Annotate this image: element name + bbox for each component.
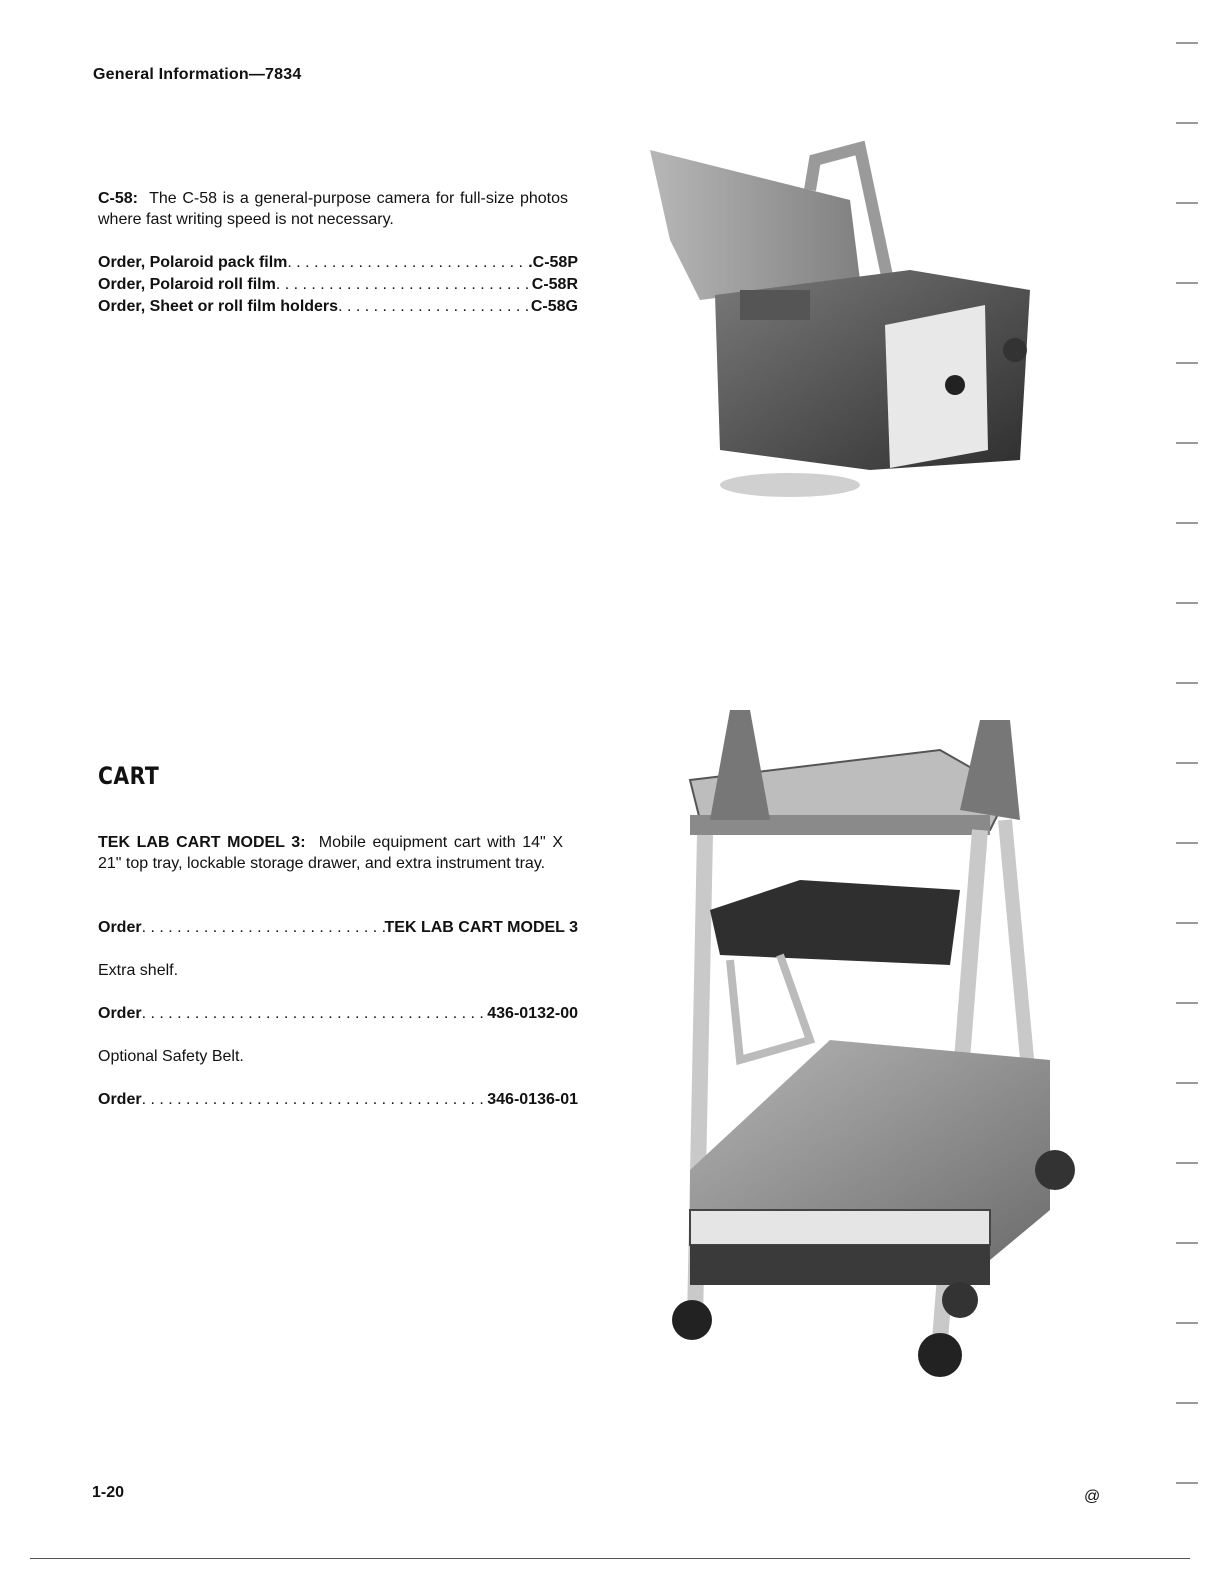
margin-tick	[1176, 682, 1198, 684]
cart-heading: CART	[98, 762, 160, 790]
order-label: Order, Polaroid roll film	[98, 276, 276, 293]
safety-belt-text: Optional Safety Belt.	[98, 1048, 244, 1065]
margin-tick	[1176, 1002, 1198, 1004]
margin-tick	[1176, 1402, 1198, 1404]
belt-order-row	[98, 1089, 578, 1111]
margin-tick	[1176, 922, 1198, 924]
margin-tick	[1176, 762, 1198, 764]
leader-dots	[142, 1003, 488, 1025]
order-label: Order	[98, 1005, 142, 1022]
margin-tick	[1176, 42, 1198, 44]
camera-description-text: The C-58 is a general-purpose camera for full-size photos where fast writing speed is not necessary.	[98, 190, 568, 228]
margin-tick	[1176, 1082, 1198, 1084]
cart-description-text: Mobile equipment cart with 14" X 21" top tray, lockable storage drawer, and extra instrument tray.	[98, 834, 564, 872]
order-label: Order	[98, 919, 142, 936]
margin-tick	[1176, 1482, 1198, 1484]
cart-photo	[660, 700, 1090, 1390]
margin-tick	[1176, 362, 1198, 364]
leader-dots	[142, 917, 385, 939]
margin-tick	[1176, 442, 1198, 444]
camera-order-row	[98, 296, 578, 318]
order-label: Order, Polaroid pack film	[98, 254, 288, 271]
order-part-number: 436-0132-00	[487, 1005, 578, 1022]
margin-tick	[1176, 842, 1198, 844]
leader-dots	[287, 252, 528, 274]
margin-tick	[1176, 522, 1198, 524]
cart-description	[98, 832, 563, 874]
leader-dots	[142, 1089, 488, 1111]
extra-shelf-text: Extra shelf.	[98, 962, 179, 979]
cart-model-name: TEK LAB CART MODEL 3:	[98, 834, 306, 851]
cart-order-row	[98, 917, 578, 939]
order-part-number: 346-0136-01	[487, 1091, 578, 1108]
camera-order-list	[98, 252, 578, 318]
copyright-mark: @	[1084, 1488, 1101, 1505]
margin-tick	[1176, 282, 1198, 284]
page-number: 1-20	[92, 1484, 125, 1501]
camera-name: C-58:	[98, 190, 139, 207]
order-part-number: .C-58P	[528, 254, 578, 271]
leader-dots	[276, 274, 532, 296]
margin-tick	[1176, 602, 1198, 604]
order-part-number: C-58R	[531, 276, 578, 293]
order-part-number: TEK LAB CART MODEL 3	[384, 919, 578, 936]
camera-order-row	[98, 274, 578, 296]
camera-order-row	[98, 252, 578, 274]
margin-tick	[1176, 1162, 1198, 1164]
camera-description	[98, 188, 568, 230]
order-label: Order	[98, 1091, 142, 1108]
camera-photo	[640, 130, 1060, 520]
margin-tick	[1176, 122, 1198, 124]
shelf-order-row	[98, 1003, 578, 1025]
margin-tick	[1176, 202, 1198, 204]
leader-dots	[338, 296, 531, 318]
margin-tick	[1176, 1242, 1198, 1244]
order-label: Order, Sheet or roll film holders	[98, 298, 339, 315]
margin-tick	[1176, 1322, 1198, 1324]
order-part-number: C-58G	[530, 298, 578, 315]
page-header-title: General Information—7834	[93, 66, 302, 83]
bottom-divider	[30, 1558, 1190, 1559]
